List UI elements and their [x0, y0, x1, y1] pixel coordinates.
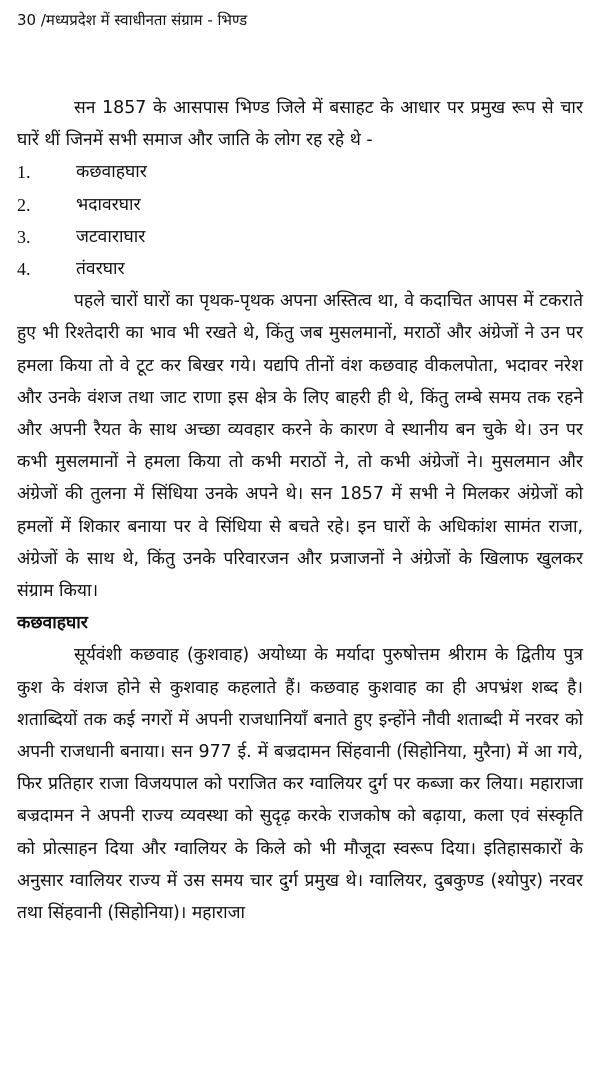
list-number: 3.	[17, 226, 31, 247]
body-paragraph-1: पहले चारों घारों का पृथक-पृथक अपना अस्तित्व था, वे कदाचित आपस में टकराते हुए भी रिश्तेदारी का भाव भी रखते थे, किंतु जब मुसलमानों, मराठों और अंग्रेजों ने उन पर हमला किया तो वे टूट कर बिखर गये। यद्यपि तीनों वंश कछवाह वीकलपोता, भदावर नरेश और उनके वंशज तथा जाट राणा इस क्षेत्र के लिए बाहरी ही थे, किंतु लम्बे समय तक रहने और अपनी रैयत के साथ अच्छा व्यवहार करने के कारण वे स्थानीय बन चुके थे। उन पर कभी मुसलमानों ने हमला किया तो कभी मराठों ने, तो कभी अंग्रेजों ने। मुसलमान और अंग्रेजों की तुलना में सिंधिया उनके अपने थे। सन 1857 में सभी ने मिलकर अंग्रेजों को हमलों में शिकार बनाया पर वे सिंधिया से बचते रहे। इन घारों के अधिकांश सामंत राजा, अंग्रेजों के साथ थे, किंतु उनके परिवारजन और प्रजाजनों ने अंग्रेजों के खिलाफ खुलकर संग्राम किया।	[17, 291, 583, 602]
section-heading: कछवाहघार	[17, 613, 88, 634]
list-label: तंवरघार	[76, 259, 125, 280]
intro-paragraph: सन 1857 के आसपास भिण्ड जिले में बसाहट के आधार पर प्रमुख रूप से चार घारें थीं जिनमें सभी समाज और जाति के लोग रह रहे थे -	[17, 98, 583, 151]
list-item	[17, 221, 583, 253]
list-number: 1.	[17, 162, 31, 183]
body-paragraph-2: सूर्यवंशी कछवाह (कुशवाह) अयोध्या के मर्यादा पुरुषोत्तम श्रीराम के द्वितीय पुत्र कुश के वंशज होने से कुशवाह कहलाते हैं। कछवाह कुशवाह का ही अपभ्रंश शब्द है। शताब्दियों तक कई नगरों में अपनी राजधानियाँ बनाते हुए इन्होंने नौवी शताब्दी में नरवर को अपनी राजधानी बनाया। सन 977 ई. में बज्रदामन सिंहवानी (सिहोनिया, मुरैना) में आ गये, फिर प्रतिहार राजा विजयपाल को पराजित कर ग्वालियर दुर्ग पर कब्जा कर लिया। महाराजा बज्रदामन ने अपनी राज्य व्यवस्था को सुदृढ़ करके राजकोष को बढ़ाया, कला एवं संस्कृति को प्रोत्साहन दिया और ग्वालियर के किले को भी मौजूदा स्वरूप दिया। इतिहासकारों के अनुसार ग्वालियर राज्य में उस समय चार दुर्ग प्रमुख थे। ग्वालियर, दुबकुण्ड (श्योपुर) नरवर तथा सिंहवानी (सिहोनिया)। महाराजा	[17, 645, 583, 924]
list-item	[17, 189, 583, 221]
list-label: भदावरघार	[76, 194, 141, 215]
list-label: जटवाराघार	[76, 226, 146, 247]
ghar-list	[17, 156, 583, 285]
list-label: कछवाहघार	[76, 162, 147, 183]
list-number: 2.	[17, 194, 31, 215]
page-body	[17, 92, 583, 929]
list-number: 4.	[17, 259, 31, 280]
list-item	[17, 156, 583, 188]
list-item	[17, 253, 583, 285]
running-head: 30 /मध्यप्रदेश में स्वाधीनता संग्राम - भिण्ड	[17, 11, 248, 29]
